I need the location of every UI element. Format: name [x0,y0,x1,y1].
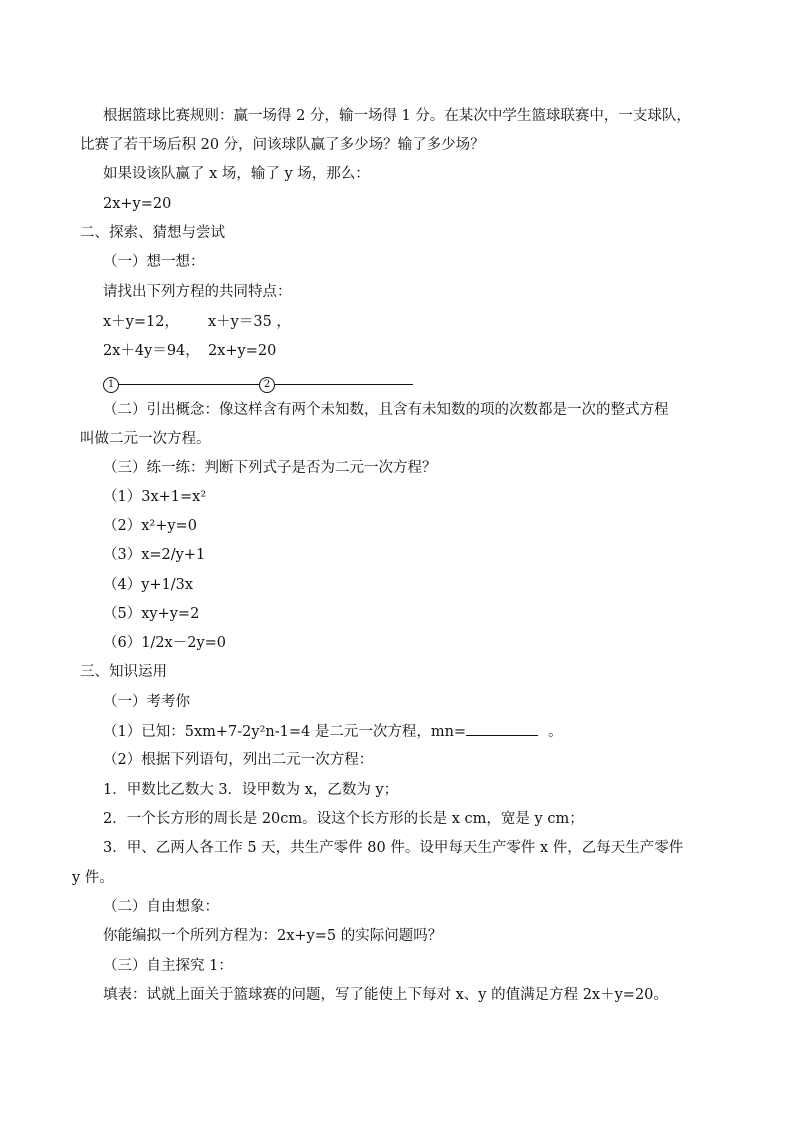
equation-2a: 2x＋4y＝94， [103,343,200,359]
question-write-equations: （2）根据下列语句，列出二元一次方程： [103,752,374,768]
equation-1a: x＋y=12， [103,314,179,330]
subheading-free-imagination: （二）自由想象： [103,899,219,915]
practice-item-6: （6）1/2x－2y=0 [103,635,227,651]
equation-main: 2x+y=20 [103,196,172,212]
instruction-find-features: 请找出下列方程的共同特点： [103,284,292,300]
concept-definition-line2: 叫做二元一次方程。 [80,431,211,447]
question-known-text: （1）已知：5xm+7-2y²n-1=4 是二元一次方程，mn= [103,724,467,740]
subheading-practice: （三）练一练：判断下列式子是否为二元一次方程？ [103,460,437,476]
fill-table-instruction: 填表：试就上面关于篮球赛的问题，写了能使上下每对 x、y 的值满足方程 2x＋y=20。 [103,987,668,1003]
answer-blank-1[interactable] [119,370,259,385]
concept-definition-line1: （二）引出概念：像这样含有两个未知数，且含有未知数的项的次数都是一次的整式方程 [103,402,669,418]
paragraph-intro-line2: 比赛了若干场后积 20 分，问该球队赢了多少场？输了多少场？ [80,137,485,153]
equation-2b: 2x+y=20 [208,343,277,359]
practice-item-3: （3）x=2/y+1 [103,547,206,563]
practice-item-4: （4）y+1/3x [103,577,194,593]
answer-blanks-row [103,370,413,393]
problem-2: 2．一个长方形的周长是 20cm。设这个长方形的长是 x cm，宽是 y cm； [103,811,584,827]
question-known-condition [103,721,563,742]
imagination-question: 你能编拟一个所列方程为：2x+y=5 的实际问题吗？ [103,928,443,944]
mn-answer-blank[interactable] [466,721,538,736]
paragraph-intro-line1: 根据篮球比赛规则：赢一场得 2 分，输一场得 1 分。在某次中学生篮球联赛中，一支球队， [103,108,691,124]
section-heading-2: 二、探索、猜想与尝试 [80,225,225,241]
problem-1: 1．甲数比乙数大 3．设甲数为 x，乙数为 y； [103,782,399,798]
answer-blank-2[interactable] [275,370,413,385]
paragraph-setup: 如果设该队赢了 x 场，输了 y 场，那么： [103,166,370,182]
problem-3-line1: 3．甲、乙两人各工作 5 天，共生产零件 80 件。设甲每天生产零件 x 件，乙每天生产零件 [103,840,684,856]
equation-1b: x＋y＝35 ， [208,314,291,330]
practice-item-5: （5）xy+y=2 [103,606,200,622]
question-known-end: 。 [548,724,563,740]
circled-number-2: 2 [259,377,275,393]
circled-number-1: 1 [103,377,119,393]
subheading-think: （一）想一想： [103,254,205,270]
subheading-self-explore: （三）自主探究 1： [103,958,233,974]
section-heading-3: 三、知识运用 [80,664,167,680]
practice-item-2: （2）x²+y=0 [103,518,197,534]
practice-item-1: （1）3x+1=x² [103,489,207,505]
problem-3-line2: y 件。 [72,870,114,886]
subheading-test-you: （一）考考你 [103,694,190,710]
